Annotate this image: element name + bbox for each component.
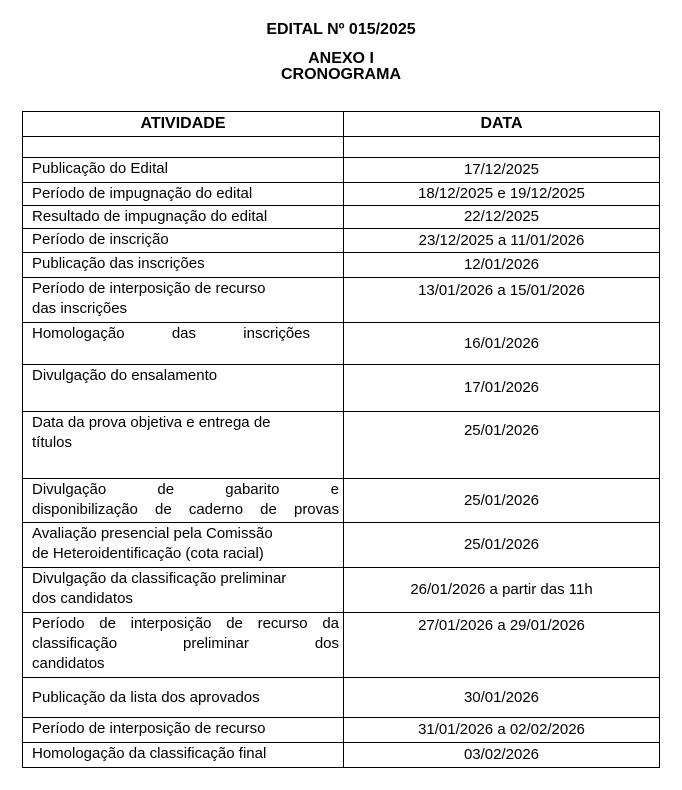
- schedule-title: CRONOGRAMA: [281, 66, 401, 83]
- activity-line: dos candidatos: [32, 590, 133, 607]
- date-cell: 27/01/2026 a 29/01/2026: [344, 613, 660, 678]
- activity-line: Período de inscrição: [32, 231, 169, 248]
- table-row: [23, 568, 660, 613]
- date-cell: 31/01/2026 a 02/02/2026: [344, 718, 660, 743]
- table-row: [23, 158, 660, 183]
- table-row: [23, 365, 660, 412]
- activity-line: Divulgação de gabarito e: [32, 481, 339, 498]
- date-cell: 25/01/2026: [344, 412, 660, 479]
- activity-line: Homologação das inscrições: [32, 325, 310, 342]
- date-cell: 17/01/2026: [344, 365, 660, 412]
- date-cell: 13/01/2026 a 15/01/2026: [344, 278, 660, 323]
- activity-cell: [23, 323, 344, 365]
- activity-line: títulos: [32, 434, 73, 451]
- activity-line: Período de interposição de recurso: [32, 720, 266, 737]
- document-title: EDITAL Nº 015/2025: [266, 21, 416, 38]
- activity-line: Resultado de impugnação do edital: [32, 208, 268, 225]
- activity-line: Divulgação do ensalamento: [32, 367, 218, 384]
- date-cell: 30/01/2026: [344, 678, 660, 718]
- date-cell: 18/12/2025 e 19/12/2025: [344, 183, 660, 206]
- activity-line: Publicação da lista dos aprovados: [32, 688, 260, 706]
- activity-line: Período de impugnação do edital: [32, 185, 253, 202]
- activity-cell: [23, 523, 344, 568]
- table-row: [23, 253, 660, 278]
- activity-cell: [23, 718, 344, 743]
- table-row: [23, 137, 660, 158]
- table-row: [23, 206, 660, 229]
- activity-column-header: ATIVIDADE: [23, 112, 344, 137]
- table-row: [23, 183, 660, 206]
- activity-cell: [23, 183, 344, 206]
- activity-line: de Heteroidentificação (cota racial): [32, 545, 264, 562]
- activity-line: Divulgação da classificação preliminar: [32, 570, 287, 587]
- activity-cell: [23, 479, 344, 523]
- table-row: [23, 613, 660, 678]
- activity-cell: [23, 137, 344, 158]
- activity-cell: [23, 278, 344, 323]
- activity-line: Período de interposição de recurso: [32, 280, 266, 297]
- date-cell: 03/02/2026: [344, 743, 660, 768]
- date-cell: [344, 137, 660, 158]
- activity-line: classificação preliminar dos: [32, 635, 339, 652]
- activity-line: Publicação das inscrições: [32, 255, 205, 272]
- table-row: [23, 278, 660, 323]
- activity-line: candidatos: [32, 655, 105, 672]
- activity-cell: [23, 613, 344, 678]
- activity-line: disponibilização de caderno de provas: [32, 501, 339, 518]
- activity-line: Publicação do Edital: [32, 160, 168, 177]
- activity-line: Avaliação presencial pela Comissão: [32, 525, 273, 542]
- activity-cell: [23, 743, 344, 768]
- date-cell: 25/01/2026: [344, 479, 660, 523]
- table-row: [23, 412, 660, 479]
- activity-cell: [23, 568, 344, 613]
- date-cell: 23/12/2025 a 11/01/2026: [344, 229, 660, 253]
- table-row: [23, 678, 660, 718]
- activity-line: Homologação da classificação final: [32, 745, 267, 762]
- date-cell: 26/01/2026 a partir das 11h: [344, 568, 660, 613]
- activity-line: Período de interposição de recurso da: [32, 615, 339, 632]
- table-row: [23, 323, 660, 365]
- activity-cell: [23, 253, 344, 278]
- schedule-table: [22, 111, 660, 768]
- table-header-row: [23, 112, 660, 137]
- activity-cell: [23, 206, 344, 229]
- activity-cell: [23, 158, 344, 183]
- table-row: [23, 229, 660, 253]
- date-column-header: DATA: [344, 112, 660, 137]
- date-cell: 17/12/2025: [344, 158, 660, 183]
- table-row: [23, 743, 660, 768]
- activity-cell: [23, 229, 344, 253]
- date-cell: 12/01/2026: [344, 253, 660, 278]
- activity-line: das inscrições: [32, 300, 128, 317]
- activity-cell: [23, 412, 344, 479]
- activity-cell: [23, 678, 344, 718]
- date-cell: 16/01/2026: [344, 323, 660, 365]
- date-cell: 25/01/2026: [344, 523, 660, 568]
- activity-line: Data da prova objetiva e entrega de: [32, 414, 271, 431]
- annex-title: ANEXO I: [308, 50, 374, 67]
- table-row: [23, 718, 660, 743]
- table-row: [23, 479, 660, 523]
- table-row: [23, 523, 660, 568]
- activity-cell: [23, 365, 344, 412]
- date-cell: 22/12/2025: [344, 206, 660, 229]
